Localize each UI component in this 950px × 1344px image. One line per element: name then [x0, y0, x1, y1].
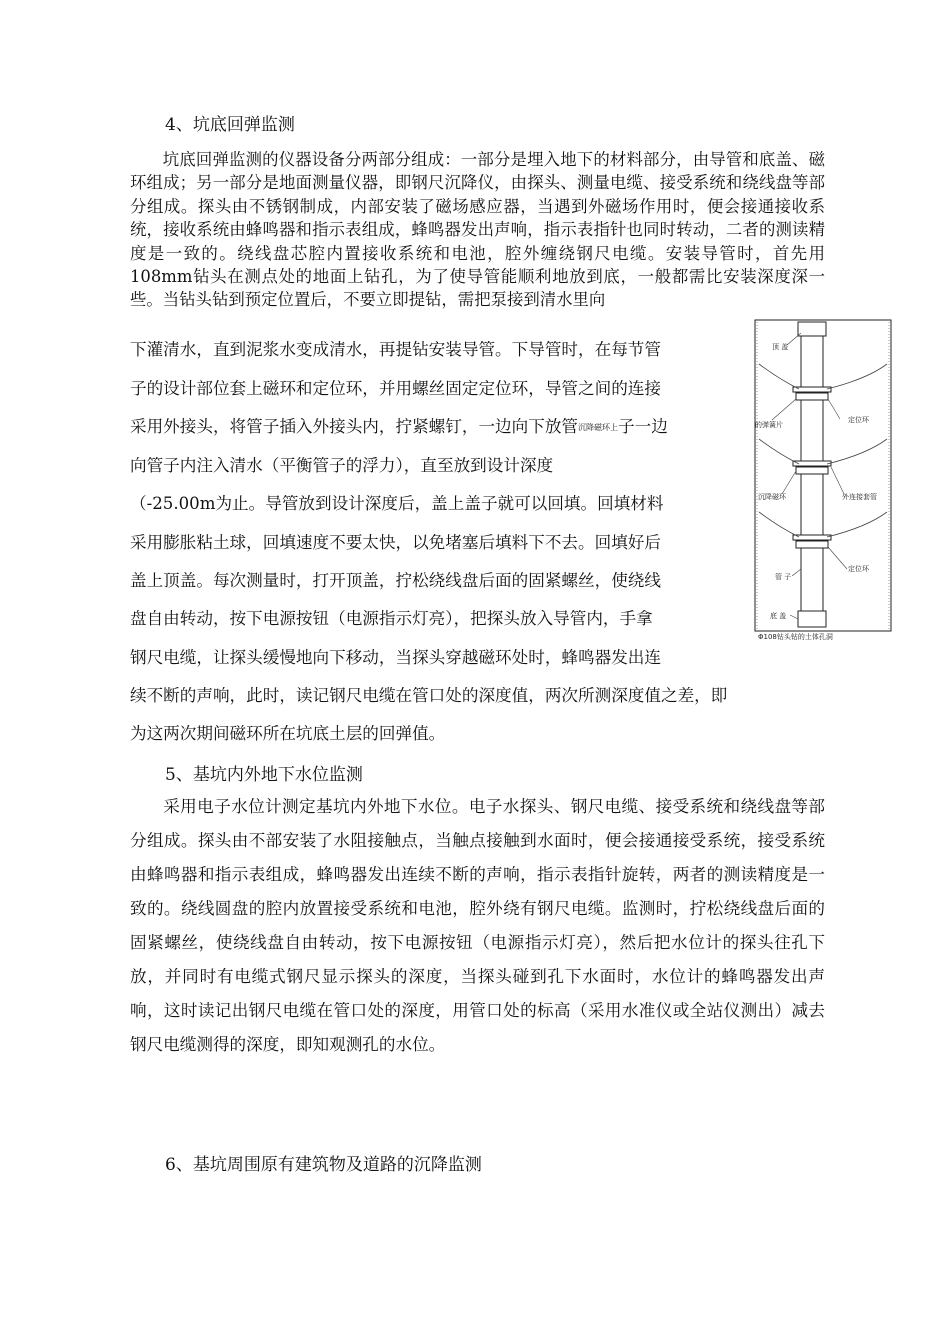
section-4-line-5: （-25.00m为止。导管放到设计深度后，盖上盖子就可以回填。回填材料: [130, 494, 664, 513]
section-4-line-8: 盘自由转动，按下电源按钮（电源指示灯亮），把探头放入导管内，手拿: [130, 609, 653, 628]
section-6-heading: 6、基坑周围原有建筑物及道路的沉降监测: [165, 1155, 482, 1175]
section-4-line-11: 为这两次期间磁环所在坑底土层的回弹值。: [130, 724, 446, 743]
joint-1: [793, 387, 831, 392]
section-4-paragraph-top: 坑底回弹监测的仪器设备分两部分组成：一部分是埋入地下的材料部分，由导管和底盖、磁环组成；另一部分是地面测量仪器，即钢尺沉降仪，由探头、测量电缆、接受系统和绕线盘等部分组成。探头由不锈钢制成，内部安装了磁场感应器，当遇到外磁场作用时，便会接通接收系统，接收系统由蜂鸣器和指示表组成，蜂鸣器发出声响，指示表指针也同时转动，二者的测读精度是一致的。绕线盘芯腔内置接收系统和电池，腔外缠绕钢尺电缆。安装导管时，首先用108mm钻头在测点处的地面上钻孔，为了使导管能顺利地放到底，一般都需比安装深度深一些。当钻头钻到预定位置后，不要立即提钻，需把泵接到清水里向: [130, 150, 825, 310]
label-spring-piece: 的弹簧片: [755, 421, 783, 429]
label-bottom-cap: 底 盖: [770, 612, 787, 620]
label-pipe: 管 子: [775, 573, 792, 581]
section-4-line-3-tail: 子一边: [618, 417, 668, 436]
label-positioning-ring-2: 定位环: [848, 565, 869, 573]
section-4-line-3-text: 采用外接头，将管子插入外接头内，拧紧螺钉，一边向下放管: [130, 417, 579, 436]
joint-3: [793, 535, 831, 540]
label-top-cap: 顶 盖: [772, 343, 789, 351]
section-4-line-9: 钢尺电缆，让探头缓慢地向下移动，当探头穿越磁环处时，蜂鸣器发出连: [130, 648, 661, 667]
inline-figure-label: 沉降磁环上: [578, 423, 619, 432]
label-outer-joint: 外连接套管: [842, 493, 877, 501]
section-4-line-10: 续不断的声响，此时，读记钢尺电缆在管口处的深度值，两次所测深度值之差，即: [130, 686, 728, 705]
section-5-paragraph: 采用电子水位计测定基坑内外地下水位。电子水探头、钢尺电缆、接受系统和绕线盘等部分组成。探头由不部安装了水阻接触点，当触点接触到水面时，便会接通接受系统，接受系统由蜂鸣器和指示表组成，蜂鸣器发出连续不断的声响，指示表指针旋转，两者的测读精度是一致的。绕线圆盘的腔内放置接受系统和电池，腔外绕有钢尺电缆。监测时，拧松绕线盘后面的固紧螺丝，使绕线盘自由转动，按下电源按钮（电源指示灯亮），然后把水位计的探头往孔下放，并同时有电缆式钢尺显示探头的深度，当探头碰到孔下水面时，水位计的蜂鸣器发出声响，这时读记出钢尺电缆在管口处的深度，用管口处的标高（采用水准仪或全站仪测出）减去钢尺电缆测得的深度，即知观测孔的水位。: [130, 797, 825, 1054]
settlement-pipe-diagram: [754, 319, 893, 641]
section-4-line-7: 盖上顶盖。每次测量时，打开顶盖，拧松绕线盘后面的固紧螺丝，使绕线: [130, 571, 661, 590]
diagram-svg: [754, 319, 893, 641]
ring-2: [796, 467, 828, 474]
section-4-line-2: 子的设计部位套上磁环和定位环，并用螺丝固定定位环，导管之间的连接: [130, 379, 661, 398]
ring-3: [796, 541, 828, 548]
figure-caption: Φ108钻头钻的土体孔洞: [758, 633, 833, 641]
section-4-line-1: 下灌清水，直到泥浆水变成清水，再提钻安装导管。下导管时，在每节管: [130, 340, 661, 359]
ring-1: [796, 393, 828, 400]
section-4-line-6: 采用膨胀粘土球，回填速度不要太快，以免堵塞后填料下不去。回填好后: [130, 533, 661, 552]
section-4-line-4: 向管子内注入清水（平衡管子的浮力），直至放到设计深度: [130, 456, 554, 475]
label-magnet-ring: 沉降磁环: [758, 493, 786, 501]
top-cap: [798, 322, 826, 336]
section-5-heading: 5、基坑内外地下水位监测: [165, 765, 363, 785]
section-4-heading: 4、坑底回弹监测: [165, 115, 295, 135]
label-positioning-ring-1: 定位环: [848, 416, 869, 424]
bottom-cap: [798, 611, 826, 627]
section-4-line-3: [130, 413, 668, 437]
